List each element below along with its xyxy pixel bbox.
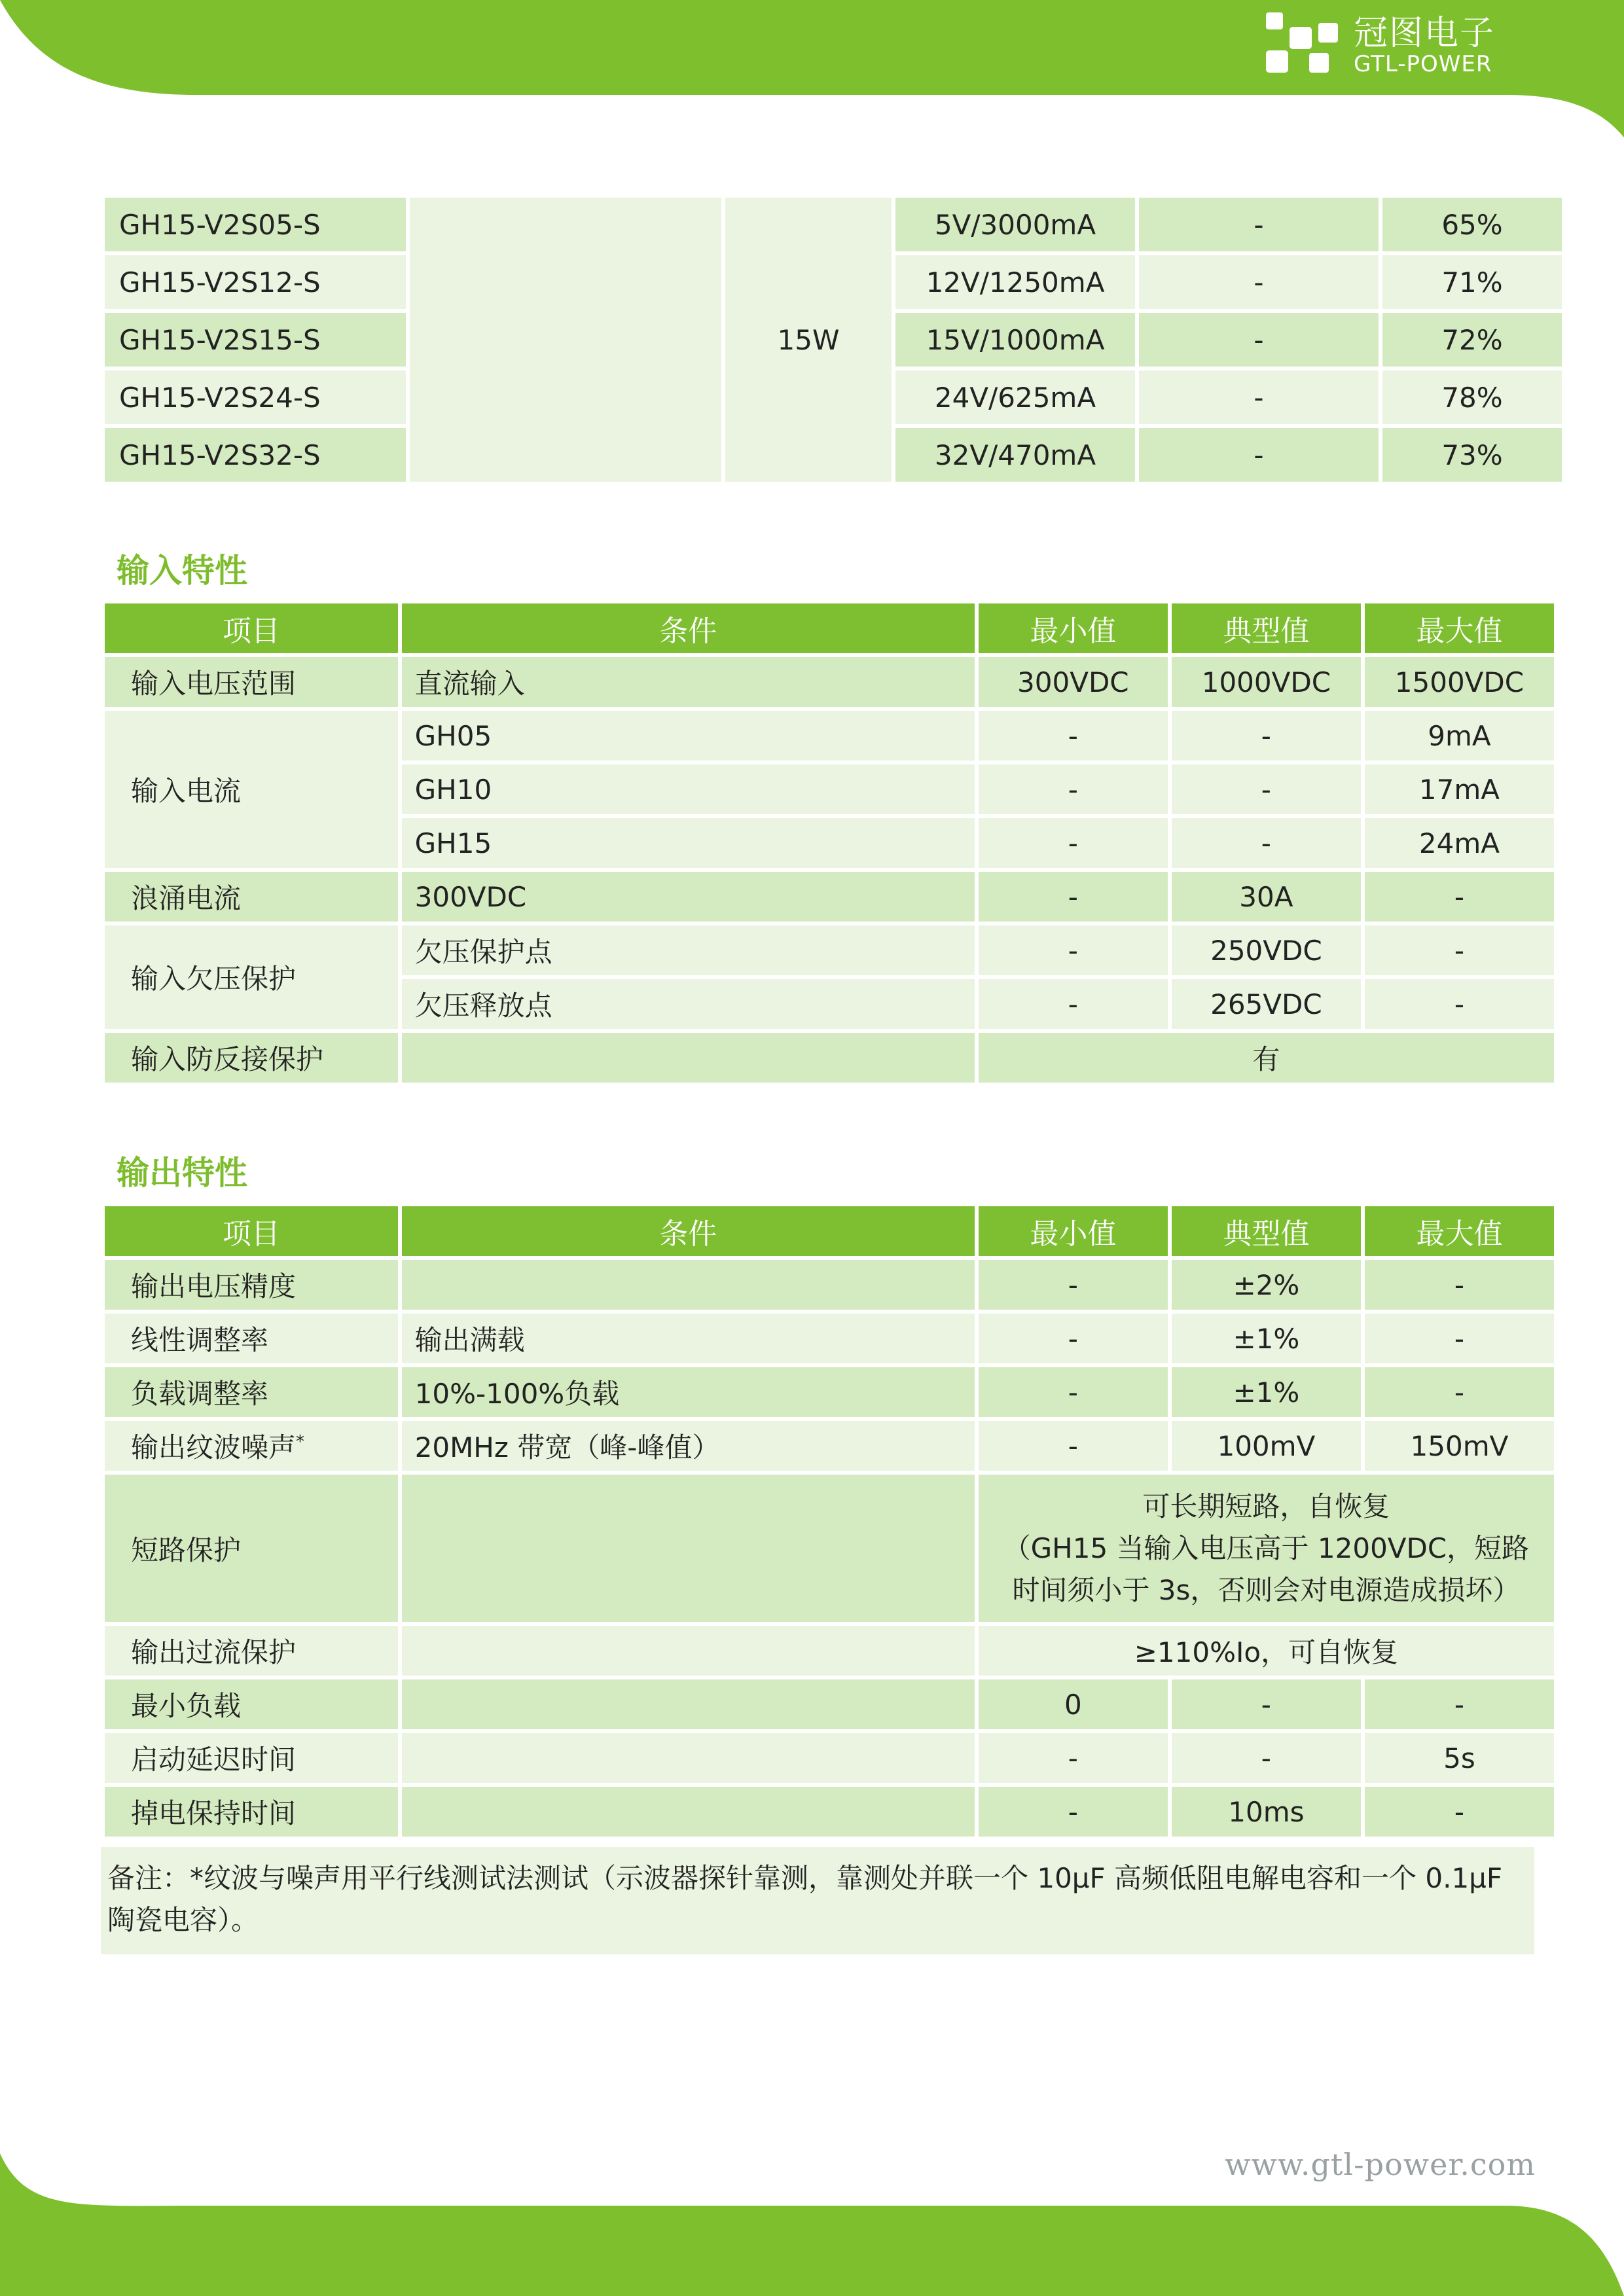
- item-label: 输入电流: [131, 775, 242, 807]
- typ-value: ±1%: [1233, 1376, 1300, 1408]
- typ-value: 10ms: [1228, 1795, 1305, 1828]
- typ-value: -: [1261, 719, 1271, 752]
- condition: 欠压保护点: [414, 936, 552, 968]
- item-label: 输出过流保护: [131, 1636, 297, 1668]
- merged-value: 有: [1252, 1043, 1280, 1075]
- extra-spec: -: [1254, 208, 1264, 241]
- model-name: GH15-V2S24-S: [119, 381, 321, 414]
- header-typ: 典型值: [1172, 1206, 1361, 1256]
- max-value: 24mA: [1418, 827, 1500, 859]
- table-row: [105, 1679, 1554, 1729]
- table-row: [105, 1421, 1554, 1471]
- efficiency: 71%: [1441, 266, 1503, 298]
- max-value: -: [1454, 988, 1465, 1020]
- item-label: [105, 1421, 398, 1471]
- min-value: -: [1068, 1268, 1078, 1301]
- max-value: 9mA: [1428, 719, 1491, 752]
- item-label: 输入电压范围: [131, 668, 297, 700]
- model-name: GH15-V2S12-S: [119, 266, 321, 298]
- model-table: [101, 194, 1566, 486]
- blank-cell: [410, 198, 721, 482]
- input-section-title: 输入特性: [117, 552, 247, 590]
- footnote-line-1: 备注：*纹波与噪声用平行线测试法测试（示波器探针靠测，靠测处并联一个 10μF 高频低阻电解电容和一个 0.1μF: [107, 1862, 1503, 1894]
- typ-value: -: [1261, 773, 1271, 806]
- ripple-label: 输出纹波噪声: [131, 1431, 297, 1463]
- condition: 300VDC: [414, 880, 527, 913]
- condition: [402, 1475, 975, 1622]
- condition: [402, 1679, 975, 1729]
- table-row: [105, 1733, 1554, 1783]
- typ-value: ±1%: [1233, 1322, 1300, 1355]
- condition: 20MHz 带宽（峰-峰值）: [414, 1431, 720, 1463]
- header-min: 最小值: [979, 1206, 1168, 1256]
- header-min: 最小值: [979, 603, 1168, 653]
- min-value: -: [1068, 719, 1078, 752]
- min-value: -: [1068, 934, 1078, 967]
- min-value: -: [1068, 1795, 1078, 1828]
- item-label: 启动延迟时间: [131, 1744, 297, 1776]
- typ-value: 100mV: [1217, 1429, 1316, 1462]
- output-spec: 5V/3000mA: [934, 208, 1096, 241]
- item-label: 输入欠压保护: [131, 963, 297, 995]
- typ-value: 1000VDC: [1201, 666, 1331, 698]
- table-row: [105, 1626, 1554, 1676]
- typ-value: 250VDC: [1210, 934, 1322, 967]
- condition: [402, 1033, 975, 1083]
- condition: 欠压释放点: [414, 990, 552, 1022]
- min-value: -: [1068, 1429, 1078, 1462]
- condition: GH10: [414, 773, 492, 806]
- item-label: 最小负载: [131, 1690, 242, 1722]
- typ-value: -: [1261, 1688, 1271, 1721]
- extra-spec: -: [1254, 323, 1264, 356]
- max-value: -: [1454, 1795, 1465, 1828]
- condition: 输出满载: [414, 1324, 525, 1356]
- condition: [402, 1733, 975, 1783]
- table-row: [105, 657, 1554, 707]
- website-url[interactable]: www.gtl-power.com: [1225, 2147, 1536, 2182]
- output-spec: 24V/625mA: [934, 381, 1096, 414]
- brand-logo: [1263, 7, 1495, 85]
- typ-value: 265VDC: [1210, 988, 1322, 1020]
- model-name: GH15-V2S05-S: [119, 208, 321, 241]
- max-value: -: [1454, 1268, 1465, 1301]
- output-section-title: 输出特性: [117, 1154, 247, 1192]
- output-spec: 32V/470mA: [934, 439, 1096, 471]
- footnote-mark: *: [296, 1432, 305, 1452]
- min-value: -: [1068, 1376, 1078, 1408]
- max-value: -: [1454, 1376, 1465, 1408]
- header-item: 项目: [105, 1206, 398, 1256]
- max-value: 150mV: [1410, 1429, 1509, 1462]
- merged-value: [979, 1475, 1554, 1622]
- min-value: -: [1068, 1322, 1078, 1355]
- output-spec: 12V/1250mA: [926, 266, 1105, 298]
- item-label: 输入防反接保护: [131, 1043, 324, 1075]
- header-condition: 条件: [402, 603, 975, 653]
- table-row: [105, 1367, 1554, 1417]
- header-condition: 条件: [402, 1206, 975, 1256]
- header-typ: 典型值: [1172, 603, 1361, 653]
- condition: GH05: [414, 719, 492, 752]
- min-value: 300VDC: [1017, 666, 1129, 698]
- max-value: -: [1454, 1688, 1465, 1721]
- max-value: -: [1454, 934, 1465, 967]
- output-spec-table: [101, 1202, 1558, 1840]
- table-row: [105, 198, 1562, 251]
- condition: 10%-100%负载: [414, 1378, 620, 1410]
- header-max: 最大值: [1365, 603, 1554, 653]
- condition: [402, 1260, 975, 1310]
- table-row: [105, 711, 1554, 761]
- brand-name-en: GTL-POWER: [1354, 51, 1492, 77]
- power-rating: 15W: [725, 198, 892, 482]
- model-name: GH15-V2S32-S: [119, 439, 321, 471]
- item-label: 短路保护: [131, 1534, 242, 1566]
- extra-spec: -: [1254, 381, 1264, 414]
- input-spec-table: [101, 600, 1558, 1086]
- merged-value: ≥110%Io，可自恢复: [1134, 1636, 1399, 1668]
- min-value: -: [1068, 827, 1078, 859]
- typ-value: -: [1261, 1742, 1271, 1774]
- table-row: [105, 1475, 1554, 1622]
- condition: [402, 1626, 975, 1676]
- brand-name-cn: 冠图电子: [1354, 14, 1496, 53]
- table-row: [105, 1260, 1554, 1310]
- table-row: [105, 1314, 1554, 1363]
- efficiency: 72%: [1441, 323, 1503, 356]
- gtl-logo-icon: [1263, 10, 1342, 82]
- table-row: [105, 1033, 1554, 1083]
- header-max: 最大值: [1365, 1206, 1554, 1256]
- max-value: -: [1454, 880, 1465, 913]
- item-label: 线性调整率: [131, 1324, 269, 1356]
- short-circuit-line-1: 可长期短路，自恢复: [1142, 1490, 1390, 1522]
- extra-spec: -: [1254, 266, 1264, 298]
- header-item: 项目: [105, 603, 398, 653]
- item-label: 掉电保持时间: [131, 1797, 297, 1829]
- max-value: -: [1454, 1322, 1465, 1355]
- item-label: 输出电压精度: [131, 1270, 297, 1302]
- output-spec: 15V/1000mA: [926, 323, 1105, 356]
- efficiency: 73%: [1441, 439, 1503, 471]
- item-label: 负载调整率: [131, 1378, 269, 1410]
- short-circuit-line-2: （GH15 当输入电压高于 1200VDC，短路: [1003, 1532, 1530, 1564]
- table-header-row: [105, 603, 1554, 653]
- table-header-row: [105, 1206, 1554, 1256]
- model-name: GH15-V2S15-S: [119, 323, 321, 356]
- extra-spec: -: [1254, 439, 1264, 471]
- short-circuit-line-3: 时间须小于 3s，否则会对电源造成损坏）: [1012, 1573, 1521, 1606]
- min-value: 0: [1064, 1688, 1082, 1721]
- condition: 直流输入: [414, 668, 525, 700]
- min-value: -: [1068, 988, 1078, 1020]
- typ-value: ±2%: [1233, 1268, 1300, 1301]
- efficiency: 78%: [1441, 381, 1503, 414]
- min-value: -: [1068, 1742, 1078, 1774]
- max-value: 17mA: [1418, 773, 1500, 806]
- typ-value: 30A: [1239, 880, 1293, 913]
- min-value: -: [1068, 880, 1078, 913]
- efficiency: 65%: [1441, 208, 1503, 241]
- min-value: -: [1068, 773, 1078, 806]
- condition: GH15: [414, 827, 492, 859]
- typ-value: -: [1261, 827, 1271, 859]
- condition: [402, 1787, 975, 1837]
- table-row: [105, 925, 1554, 975]
- table-row: [105, 1787, 1554, 1837]
- table-row: [105, 872, 1554, 922]
- footnote: [101, 1847, 1534, 1954]
- item-label: 浪涌电流: [131, 882, 242, 914]
- footnote-line-2: 陶瓷电容）。: [107, 1904, 259, 1936]
- max-value: 5s: [1443, 1742, 1475, 1774]
- max-value: 1500VDC: [1394, 666, 1525, 698]
